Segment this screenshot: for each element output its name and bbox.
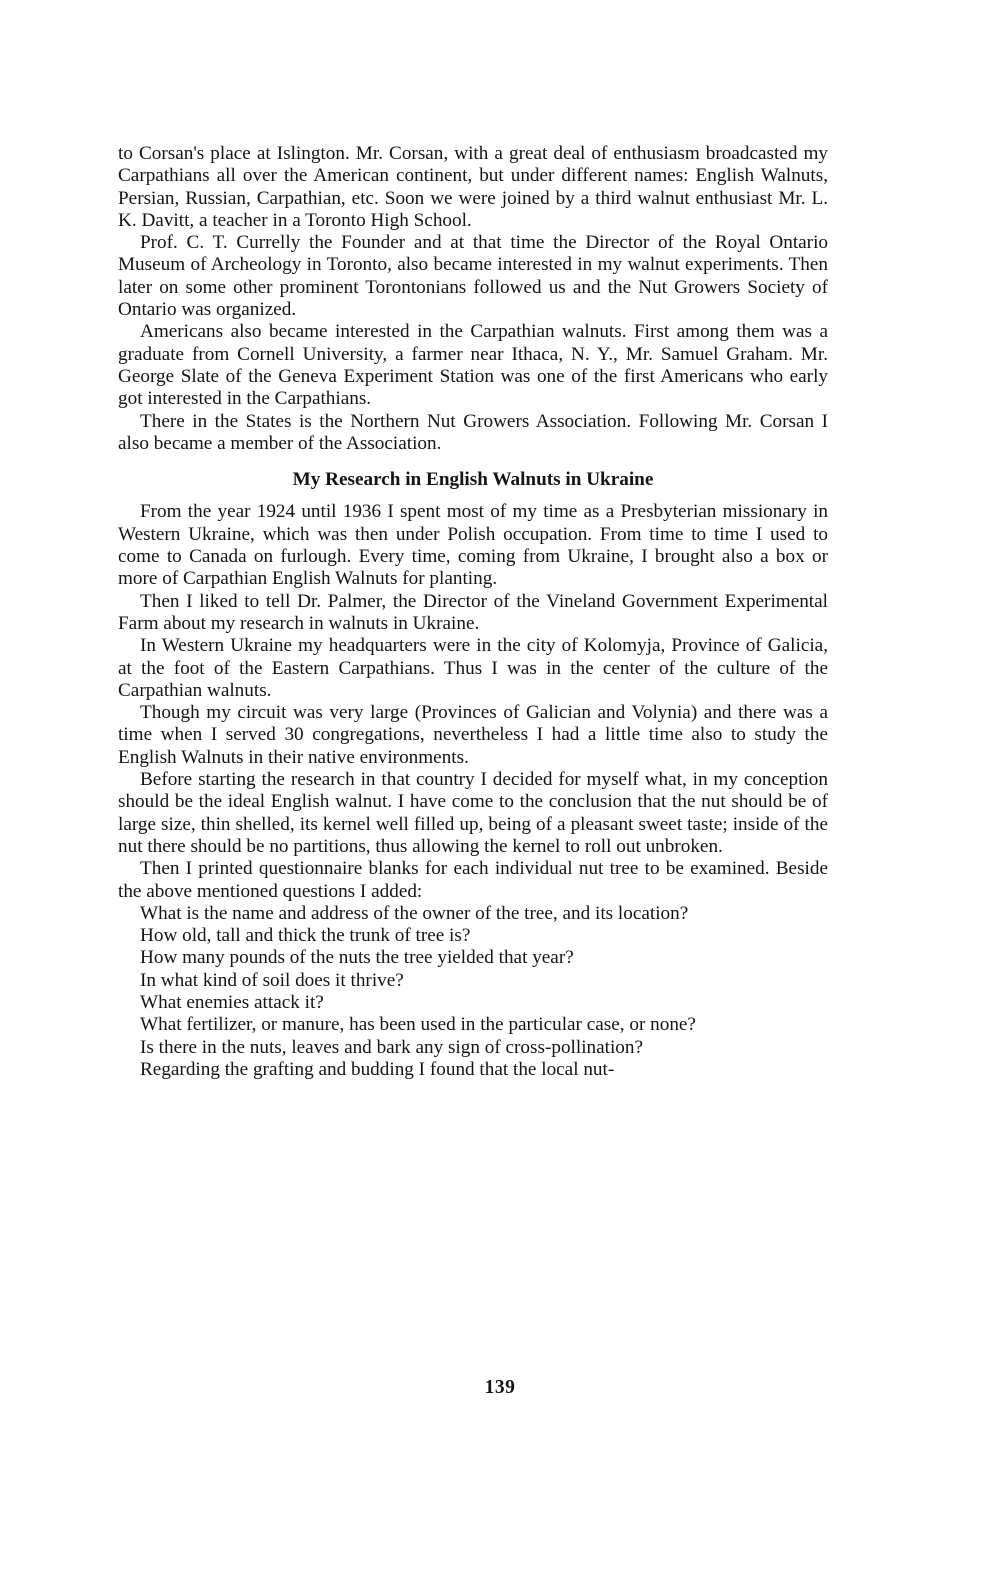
question-cross-pollination: Is there in the nuts, leaves and bark any sign of cross-pollination? [140, 1036, 644, 1058]
paragraph-kolomyja: In Western Ukraine my headquarters were in the city of Kolomyja, Province of Galicia, at the foot of the Eastern Carpathians. Thus I was in the center of the culture of the Carpathian walnuts. [118, 635, 828, 701]
paragraph-palmer: Then I liked to tell Dr. Palmer, the Director of the Vineland Government Experimental Farm about my research in walnuts in Ukraine. [118, 590, 828, 634]
section-heading: My Research in English Walnuts in Ukraine [292, 469, 654, 491]
question-fertilizer: What fertilizer, or manure, has been used in the particular case, or none? [140, 1014, 696, 1036]
paragraph-continuation: to Corsan's place at Islington. Mr. Corsan, with a great deal of enthusiasm broadcasted my Carpathians all over the American continent, but under different names: English Walnuts, Persian, Russian, Carpathian, etc. Soon we were joined by a third walnut enthusiast Mr. L. K. Davitt, a teacher in a Toronto High School. [118, 143, 828, 231]
paragraph-americans: Americans also became interested in the Carpathian walnuts. First among them was a graduate from Cornell University, a farmer near Ithaca, N. Y., Mr. Samuel Graham. Mr. George Slate of the Geneva Experiment Station was one of the first Americans who early got interested in the Carpathians. [118, 321, 828, 410]
page-number: 139 [484, 1377, 516, 1398]
question-age: How old, tall and thick the trunk of tree is? [140, 925, 471, 947]
paragraph-questionnaire: Then I printed questionnaire blanks for each individual nut tree to be examined. Beside the above mentioned questions I added: [118, 858, 828, 902]
paragraph-currelly: Prof. C. T. Currelly the Founder and at that time the Director of the Royal Ontario Museum of Archeology in Toronto, also became interested in my walnut experiments. Then later on some other prominent Torontonians followed us and the Nut Growers Society of Ontario was organized. [118, 232, 828, 321]
question-soil: In what kind of soil does it thrive? [140, 969, 404, 991]
paragraph-ideal-walnut: Before starting the research in that country I decided for myself what, in my conception should be the ideal English walnut. I have come to the conclusion that the nut should be of large size, thin shelled, its kernel well filled up, being of a pleasant sweet taste; inside of the nut there should be no partitions, thus allowing the kernel to roll out unbroken. [118, 769, 828, 857]
question-owner: What is the name and address of the owner of the tree, and its location? [140, 902, 689, 924]
paragraph-northern-nut-growers: There in the States is the Northern Nut Growers Association. Following Mr. Corsan I also became a member of the Association. [118, 410, 828, 454]
paragraph-missionary: From the year 1924 until 1936 I spent most of my time as a Presbyterian missionary in Western Ukraine, which was then under Polish occupation. From time to time I used to come to Canada on furlough. Every time, coming from Ukraine, I brought also a box or more of Carpathian English Walnuts for planting. [118, 501, 828, 590]
paragraph-circuit: Though my circuit was very large (Provinces of Galician and Volynia) and there was a time when I served 30 congregations, nevertheless I had a little time also to study the English Walnuts in their native environments. [118, 702, 828, 768]
question-yield: How many pounds of the nuts the tree yielded that year? [140, 947, 574, 969]
page-body [118, 143, 828, 1081]
paragraph-grafting: Regarding the grafting and budding I found that the local nut- [140, 1058, 615, 1080]
question-enemies: What enemies attack it? [140, 991, 324, 1013]
